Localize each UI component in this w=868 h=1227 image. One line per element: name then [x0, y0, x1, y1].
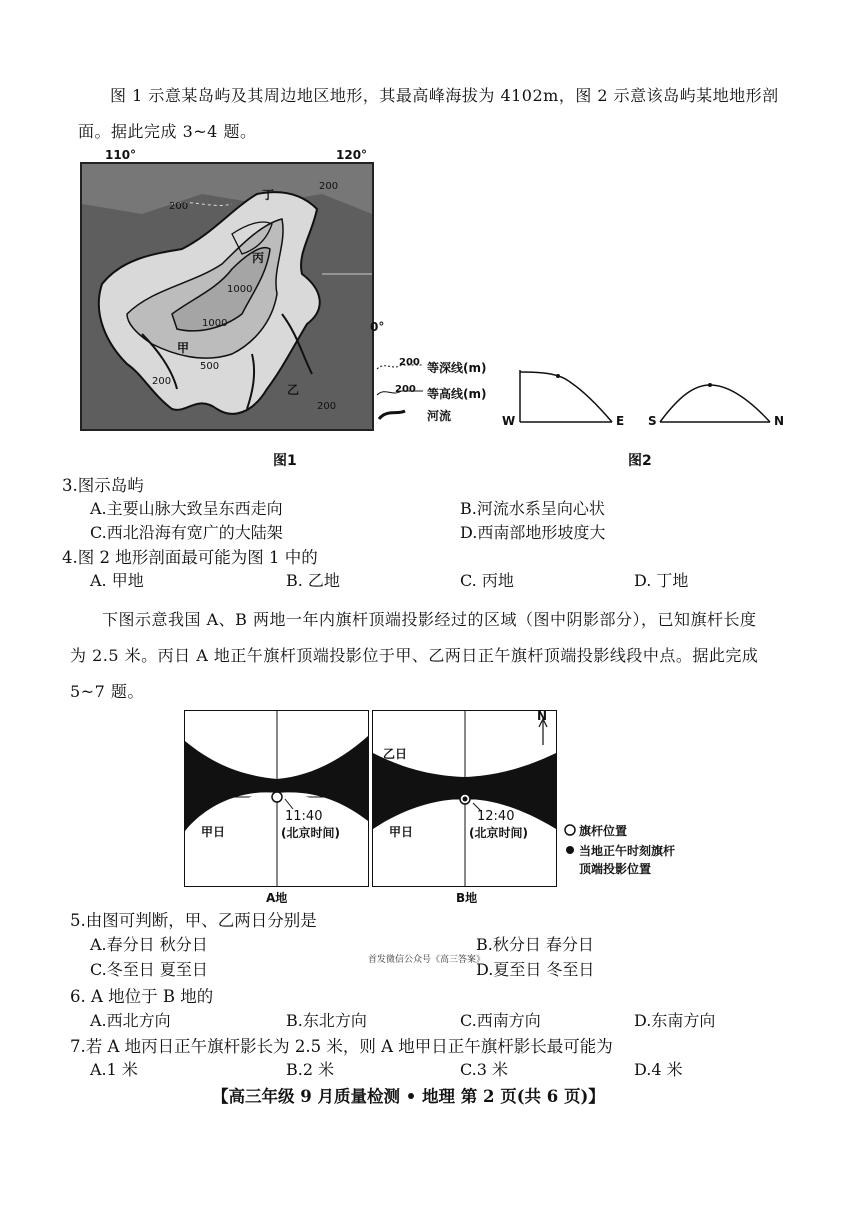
legend-pole-label: 旗杆位置	[579, 824, 628, 838]
q7-stem: 7.若 A 地丙日正午旗杆影长为 2.5 米，则 A 地甲日正午旗杆影长最可能为	[70, 1037, 613, 1056]
contour-label-200-c: 200	[152, 376, 172, 387]
intro-2-line-3: 5~7 题。	[70, 682, 144, 701]
legend-depth-value: 200	[399, 357, 420, 368]
q6-option-a: A.西北方向	[90, 1011, 171, 1030]
q4-option-b: B. 乙地	[286, 571, 340, 590]
intro-paragraph-1	[78, 78, 798, 150]
fig3-b-time: 12:40	[477, 809, 515, 824]
fig3-legend-symbols	[563, 824, 577, 864]
q6-stem: 6. A 地位于 B 地的	[70, 987, 214, 1006]
contour-label-200-b: 200	[319, 181, 339, 192]
profile-2-peak	[708, 383, 712, 387]
fig3-b-projection	[463, 797, 468, 802]
q3-option-c: C.西北沿海有宽广的大陆架	[90, 523, 283, 542]
fig3-legend	[563, 820, 743, 880]
q5-option-a: A.春分日 秋分日	[90, 935, 208, 954]
contour-label-1000-b: 1000	[202, 318, 228, 329]
fig2-profiles	[500, 360, 790, 435]
fig3-a-pole	[272, 792, 282, 802]
q7-option-a: A.1 米	[90, 1060, 138, 1079]
fig3-a-yi: 乙日	[247, 727, 272, 741]
q3-option-d: D.西南部地形坡度大	[460, 523, 606, 542]
profile-1-peak	[556, 374, 560, 378]
place-jia: 甲	[177, 341, 190, 355]
q6-option-b: B.东北方向	[286, 1011, 367, 1030]
contour-label-500: 500	[200, 361, 220, 372]
q5-option-d: D.夏至日 冬至日	[476, 960, 595, 979]
profile-1-curve	[520, 372, 612, 422]
legend-river-symbol	[379, 411, 405, 419]
contour-label-200-a: 200	[169, 201, 189, 212]
intro-2-line-1: 下图示意我国 A、B 两地一年内旗杆顶端投影经过的区域（图中阴影部分），已知旗杆长度	[102, 610, 757, 629]
q3-option-a: A.主要山脉大致呈东西走向	[90, 499, 283, 518]
q3-stem: 3.图示岛屿	[62, 476, 144, 495]
intro-1-line-1: 图 1 示意某岛屿及其周边地区地形，其最高峰海拔为 4102m，图 2 示意该岛屿某地地形剖	[110, 86, 779, 105]
profile-2-curve	[660, 385, 770, 422]
fig1-lat-label: 0°	[370, 320, 385, 334]
fig3-a-caption: A地	[266, 891, 288, 905]
legend-pole-symbol	[565, 825, 575, 835]
q4-option-d: D. 丁地	[634, 571, 689, 590]
legend-projection-label-1: 当地正午时刻旗杆	[579, 844, 676, 858]
fig1-lon-left: 110°	[105, 148, 137, 162]
fig2-caption: 图2	[628, 453, 652, 469]
profile-2-n: N	[774, 414, 785, 428]
fig1-lon-right: 120°	[336, 148, 368, 162]
fig3-b-svg	[373, 711, 556, 886]
legend-projection-symbol	[566, 846, 574, 854]
fig3-a-svg	[185, 711, 368, 886]
profile-1-w: W	[502, 414, 516, 428]
fig3-a-projection	[278, 786, 284, 792]
fig2-svg	[500, 360, 790, 435]
place-ding: 丁	[262, 188, 275, 202]
q6-option-d: D.东南方向	[634, 1011, 716, 1030]
fig3-b-bj: (北京时间)	[469, 826, 528, 840]
q7-option-b: B.2 米	[286, 1060, 335, 1079]
intro-paragraph-2	[70, 602, 800, 710]
q3-option-b: B.河流水系呈向心状	[460, 499, 605, 518]
profile-1-e: E	[616, 414, 625, 428]
legend-height-label: 等高线(m)	[427, 387, 487, 401]
q6-option-c: C.西南方向	[460, 1011, 541, 1030]
fig3-a-time: 11:40	[285, 809, 323, 824]
legend-projection-label-2: 顶端投影位置	[579, 862, 652, 876]
intro-2-line-2: 为 2.5 米。丙日 A 地正午旗杆顶端投影位于甲、乙两日正午旗杆顶端投影线段中点。据此完成	[70, 646, 759, 665]
contour-label-200-d: 200	[317, 401, 337, 412]
intro-1-line-2: 面。据此完成 3~4 题。	[78, 122, 257, 141]
legend-depth-label: 等深线(m)	[427, 361, 487, 375]
fig1-caption: 图1	[273, 453, 297, 469]
fig3-b-yi: 乙日	[383, 747, 408, 761]
q5-option-c: C.冬至日 夏至日	[90, 960, 208, 979]
q4-stem: 4.图 2 地形剖面最可能为图 1 中的	[62, 548, 318, 567]
q4-option-a: A. 甲地	[90, 571, 144, 590]
fig3-a-bj: (北京时间)	[281, 826, 340, 840]
profile-2-s: S	[648, 414, 657, 428]
fig3-b-caption: B地	[456, 891, 478, 905]
place-bing: 丙	[252, 251, 265, 265]
legend-river-label: 河流	[427, 409, 452, 423]
contour-label-1000-a: 1000	[227, 284, 253, 295]
fig3-a-jia: 甲日	[201, 825, 226, 839]
fig3-b-n: N	[537, 710, 548, 723]
watermark: 首发微信公众号《高三答案》	[368, 955, 486, 965]
q4-option-c: C. 丙地	[460, 571, 514, 590]
fig3-a-panel	[184, 710, 369, 887]
fig3-b-jia: 甲日	[389, 825, 414, 839]
legend-height-value: 200	[395, 384, 416, 395]
page-footer: 【高三年级 9 月质量检测 • 地理 第 2 页(共 6 页)】	[212, 1087, 605, 1106]
q5-option-b: B.秋分日 春分日	[476, 935, 594, 954]
fig1-map	[80, 162, 374, 431]
fig3-a-n: N	[349, 715, 360, 729]
fig1-map-svg	[82, 164, 372, 429]
q7-option-d: D.4 米	[634, 1060, 683, 1079]
q7-option-c: C.3 米	[460, 1060, 509, 1079]
q5-stem: 5.由图可判断，甲、乙两日分别是	[70, 911, 317, 930]
fig3-b-panel	[372, 710, 557, 887]
place-yi: 乙	[287, 383, 300, 397]
